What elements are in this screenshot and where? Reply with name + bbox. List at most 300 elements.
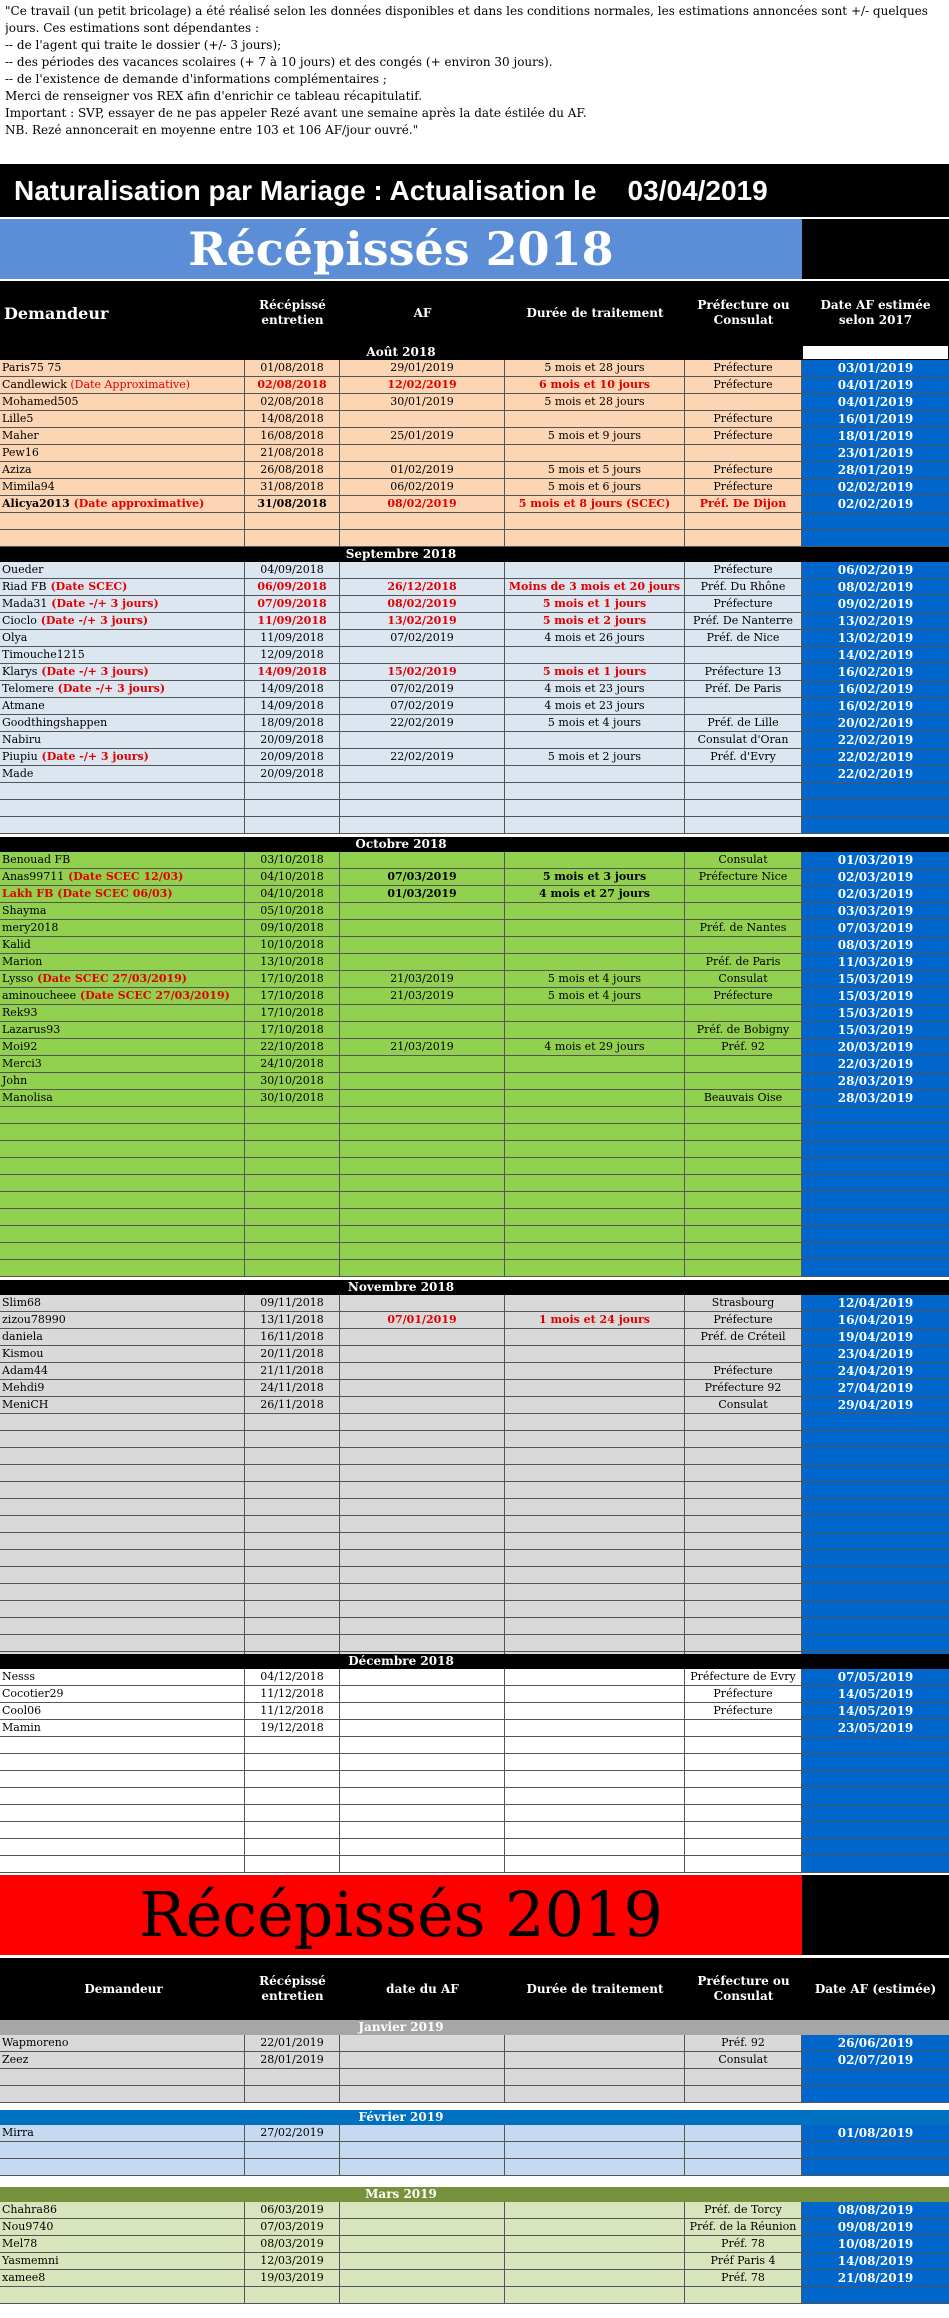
empty-cell (505, 1584, 685, 1601)
empty-cell (685, 1584, 802, 1601)
empty-cell (0, 1465, 245, 1482)
empty-cell (685, 1175, 802, 1192)
empty-cell (802, 1601, 949, 1618)
empty-cell (505, 2159, 685, 2176)
cell-af: 21/03/2019 (340, 971, 505, 988)
cell-demandeur (0, 613, 245, 630)
cell-duree (505, 920, 685, 937)
month-label: Octobre 2018 (0, 837, 802, 852)
cell-recepisse: 27/02/2019 (245, 2125, 340, 2142)
empty-cell (0, 1175, 245, 1192)
empty-cell (685, 1533, 802, 1550)
empty-row (0, 2159, 949, 2176)
cell-af: 08/02/2019 (340, 496, 505, 513)
demandeur-name: Slim68 (2, 1296, 41, 1309)
empty-cell (245, 1822, 340, 1839)
empty-cell (0, 1550, 245, 1567)
empty-cell (0, 1618, 245, 1635)
demandeur-name: Mel78 (2, 2237, 38, 2250)
cell-date-estimee: 23/05/2019 (802, 1720, 949, 1737)
empty-cell (685, 1771, 802, 1788)
empty-cell (245, 1226, 340, 1243)
table-row (0, 2270, 949, 2287)
empty-cell (0, 1243, 245, 1260)
empty-cell (505, 1499, 685, 1516)
cell-af: 21/03/2019 (340, 1039, 505, 1056)
month-label: Mars 2019 (0, 2187, 802, 2202)
cell-prefecture: Préf. de Nice (685, 630, 802, 647)
empty-cell (245, 1158, 340, 1175)
cell-duree: Moins de 3 mois et 20 jours (505, 579, 685, 596)
cell-recepisse: 07/09/2018 (245, 596, 340, 613)
cell-af (340, 2219, 505, 2236)
intro-line: Merci de renseigner vos REX afin d'enrichir ce tableau récapitulatif. (5, 89, 423, 103)
cell-recepisse: 16/11/2018 (245, 1329, 340, 1346)
cell-date-estimee: 08/08/2019 (802, 2202, 949, 2219)
cell-demandeur (0, 1720, 245, 1737)
cell-demandeur (0, 377, 245, 394)
empty-cell (245, 1550, 340, 1567)
empty-row (0, 1141, 949, 1158)
empty-cell (685, 1499, 802, 1516)
cell-prefecture: Préf Paris 4 (685, 2253, 802, 2270)
empty-cell (802, 1822, 949, 1839)
table-row (0, 1090, 949, 1107)
cell-prefecture (685, 1720, 802, 1737)
cell-af: 13/02/2019 (340, 613, 505, 630)
cell-recepisse: 26/11/2018 (245, 1397, 340, 1414)
demandeur-note: (Date -/+ 3 jours) (37, 750, 149, 763)
demandeur-name: John (2, 1074, 28, 1087)
empty-cell (802, 2086, 949, 2103)
cell-prefecture: Préfecture (685, 1686, 802, 1703)
empty-cell (0, 1431, 245, 1448)
demandeur-name: Made (2, 767, 34, 780)
cell-duree: 4 mois et 27 jours (505, 886, 685, 903)
empty-cell (245, 1192, 340, 1209)
empty-cell (245, 2069, 340, 2086)
empty-cell (0, 1533, 245, 1550)
cell-demandeur (0, 1039, 245, 1056)
table-row (0, 869, 949, 886)
cell-prefecture: Préf. 78 (685, 2270, 802, 2287)
month-side (802, 837, 949, 852)
demandeur-name: Maher (2, 429, 39, 442)
empty-cell (245, 1260, 340, 1277)
table-row (0, 715, 949, 732)
table-row (0, 1073, 949, 1090)
empty-cell (0, 1601, 245, 1618)
empty-cell (245, 530, 340, 547)
empty-cell (505, 1192, 685, 1209)
cell-demandeur (0, 647, 245, 664)
empty-cell (802, 1754, 949, 1771)
cell-demandeur (0, 562, 245, 579)
cell-af (340, 1703, 505, 1720)
empty-cell (802, 1124, 949, 1141)
cell-recepisse: 04/12/2018 (245, 1669, 340, 1686)
cell-date-estimee: 16/04/2019 (802, 1312, 949, 1329)
cell-prefecture (685, 2125, 802, 2142)
cell-demandeur (0, 1346, 245, 1363)
empty-cell (685, 1260, 802, 1277)
cell-date-estimee: 07/03/2019 (802, 920, 949, 937)
cell-date-estimee: 15/03/2019 (802, 988, 949, 1005)
empty-row (0, 1737, 949, 1754)
cell-recepisse: 20/09/2018 (245, 749, 340, 766)
empty-cell (505, 1226, 685, 1243)
empty-cell (505, 800, 685, 817)
month-side (802, 1654, 949, 1669)
empty-row (0, 2086, 949, 2103)
empty-cell (685, 1192, 802, 1209)
table-row (0, 596, 949, 613)
demandeur-note: (Date SCEC 27/03/2019) (33, 972, 187, 985)
table-row (0, 360, 949, 377)
demandeur-name: Riad FB (2, 580, 47, 593)
intro-line: Important : SVP, essayer de ne pas appeler Rezé avant une semaine après la date éstilée du AF. (5, 106, 587, 120)
empty-row (0, 817, 949, 834)
table-row (0, 937, 949, 954)
empty-cell (245, 1107, 340, 1124)
cell-demandeur (0, 360, 245, 377)
empty-cell (0, 783, 245, 800)
empty-cell (802, 1465, 949, 1482)
demandeur-name: Paris75 75 (2, 361, 62, 374)
empty-cell (0, 1584, 245, 1601)
month-header (0, 2020, 949, 2035)
cell-duree: 5 mois et 28 jours (505, 394, 685, 411)
cell-recepisse: 08/03/2019 (245, 2236, 340, 2253)
cell-recepisse: 13/11/2018 (245, 1312, 340, 1329)
empty-row (0, 1856, 949, 1873)
cell-duree (505, 1363, 685, 1380)
cell-date-estimee: 16/02/2019 (802, 681, 949, 698)
cell-duree (505, 937, 685, 954)
demandeur-name: Aziza (2, 463, 32, 476)
cell-af (340, 1090, 505, 1107)
cell-demandeur (0, 664, 245, 681)
table-row (0, 1005, 949, 1022)
cell-af (340, 445, 505, 462)
demandeur-name: Marion (2, 955, 43, 968)
cell-demandeur (0, 1073, 245, 1090)
demandeur-name: Wapmoreno (2, 2036, 69, 2049)
cell-af: 30/01/2019 (340, 394, 505, 411)
table-row (0, 1397, 949, 1414)
cell-recepisse: 13/10/2018 (245, 954, 340, 971)
cell-recepisse: 17/10/2018 (245, 971, 340, 988)
empty-cell (0, 1124, 245, 1141)
demandeur-note: (Date -/+ 3 jours) (47, 597, 159, 610)
cell-recepisse: 09/10/2018 (245, 920, 340, 937)
cell-date-estimee: 28/03/2019 (802, 1073, 949, 1090)
cell-prefecture (685, 445, 802, 462)
cell-demandeur (0, 1329, 245, 1346)
cell-date-estimee: 20/03/2019 (802, 1039, 949, 1056)
empty-cell (685, 1737, 802, 1754)
cell-prefecture (685, 1005, 802, 1022)
table-row (0, 428, 949, 445)
cell-duree (505, 852, 685, 869)
demandeur-note: (Date Approximative) (66, 378, 191, 391)
cell-duree (505, 2270, 685, 2287)
empty-cell (340, 1226, 505, 1243)
demandeur-name: Chahra86 (2, 2203, 57, 2216)
cell-recepisse: 07/03/2019 (245, 2219, 340, 2236)
month-header (0, 2110, 949, 2125)
empty-row (0, 1635, 949, 1652)
cell-prefecture: Consulat (685, 2052, 802, 2069)
empty-cell (505, 1635, 685, 1652)
intro-notice (0, 0, 949, 164)
demandeur-name: Moi92 (2, 1040, 38, 1053)
empty-cell (505, 1601, 685, 1618)
empty-cell (505, 1158, 685, 1175)
demandeur-name: Zeez (2, 2053, 29, 2066)
empty-cell (802, 2142, 949, 2159)
cell-recepisse: 12/03/2019 (245, 2253, 340, 2270)
month-label: Décembre 2018 (0, 1654, 802, 1669)
empty-cell (340, 800, 505, 817)
demandeur-name: Mehdi9 (2, 1381, 45, 1394)
empty-cell (802, 1516, 949, 1533)
empty-cell (340, 530, 505, 547)
table-row (0, 630, 949, 647)
empty-cell (0, 1448, 245, 1465)
empty-cell (0, 1737, 245, 1754)
empty-cell (685, 1414, 802, 1431)
cell-date-estimee: 16/02/2019 (802, 664, 949, 681)
empty-cell (245, 1737, 340, 1754)
demandeur-note: (Date approximative) (69, 497, 205, 510)
intro-line: -- de l'agent qui traite le dossier (+/- 3 jours); (5, 38, 282, 52)
cell-demandeur (0, 1703, 245, 1720)
cell-af: 21/03/2019 (340, 988, 505, 1005)
cell-af (340, 2035, 505, 2052)
cell-duree (505, 2219, 685, 2236)
cell-demandeur (0, 2125, 245, 2142)
cell-duree (505, 2236, 685, 2253)
empty-cell (685, 2142, 802, 2159)
header-af: AF (413, 305, 432, 320)
cell-recepisse: 02/08/2018 (245, 377, 340, 394)
empty-row (0, 1107, 949, 1124)
cell-af (340, 1346, 505, 1363)
empty-cell (340, 1107, 505, 1124)
table-row (0, 1346, 949, 1363)
cell-af: 07/01/2019 (340, 1312, 505, 1329)
cell-date-estimee: 22/02/2019 (802, 749, 949, 766)
empty-cell (0, 1805, 245, 1822)
table-row (0, 749, 949, 766)
header-date-estimee: Date AF (estimée) (814, 1981, 937, 1996)
empty-cell (340, 1601, 505, 1618)
empty-cell (245, 1805, 340, 1822)
cell-recepisse: 06/03/2019 (245, 2202, 340, 2219)
cell-date-estimee: 13/02/2019 (802, 613, 949, 630)
demandeur-name: Kalid (2, 938, 31, 951)
empty-cell (340, 1567, 505, 1584)
empty-cell (802, 1448, 949, 1465)
empty-row (0, 1448, 949, 1465)
empty-row (0, 1499, 949, 1516)
header-date-estimee: Date AF estimée selon 2017 (820, 298, 931, 327)
table-row (0, 1686, 949, 1703)
cell-prefecture: Préf. Du Rhône (685, 579, 802, 596)
empty-cell (505, 1839, 685, 1856)
empty-cell (505, 1465, 685, 1482)
demandeur-name: Benouad FB (2, 853, 71, 866)
cell-recepisse: 05/10/2018 (245, 903, 340, 920)
intro-line: -- de l'existence de demande d'informations complémentaires ; (5, 72, 387, 86)
demandeur-name: Cocotier29 (2, 1687, 64, 1700)
cell-af: 07/02/2019 (340, 681, 505, 698)
empty-cell (802, 1243, 949, 1260)
demandeur-note: (Date -/+ 3 jours) (37, 665, 149, 678)
empty-cell (685, 1567, 802, 1584)
empty-cell (505, 1107, 685, 1124)
table-row (0, 462, 949, 479)
cell-date-estimee: 14/05/2019 (802, 1703, 949, 1720)
demandeur-name: Atmane (2, 699, 45, 712)
empty-cell (340, 1175, 505, 1192)
cell-demandeur (0, 2035, 245, 2052)
empty-cell (245, 2159, 340, 2176)
month-section (0, 1654, 949, 1873)
table-row (0, 988, 949, 1005)
cell-duree: 1 mois et 24 jours (505, 1312, 685, 1329)
cell-date-estimee: 28/01/2019 (802, 462, 949, 479)
cell-duree (505, 647, 685, 664)
empty-cell (505, 1856, 685, 1873)
empty-cell (802, 1192, 949, 1209)
empty-cell (340, 1192, 505, 1209)
empty-row (0, 2142, 949, 2159)
empty-cell (340, 1788, 505, 1805)
empty-cell (505, 783, 685, 800)
cell-recepisse: 04/10/2018 (245, 869, 340, 886)
empty-cell (340, 2159, 505, 2176)
table-row (0, 681, 949, 698)
demandeur-name: Kismou (2, 1347, 44, 1360)
cell-prefecture: Préf. De Paris (685, 681, 802, 698)
cell-af (340, 766, 505, 783)
cell-date-estimee: 03/03/2019 (802, 903, 949, 920)
cell-demandeur (0, 445, 245, 462)
header-recepisse: Récépissé entretien (259, 1974, 326, 2003)
empty-cell (685, 1550, 802, 1567)
cell-af (340, 647, 505, 664)
empty-row (0, 1124, 949, 1141)
empty-cell (245, 1175, 340, 1192)
cell-af (340, 1363, 505, 1380)
cell-recepisse: 17/10/2018 (245, 1022, 340, 1039)
cell-recepisse: 19/12/2018 (245, 1720, 340, 1737)
cell-prefecture: Beauvais Oise (685, 1090, 802, 1107)
empty-cell (245, 1209, 340, 1226)
cell-recepisse: 04/09/2018 (245, 562, 340, 579)
empty-row (0, 2287, 949, 2304)
empty-cell (340, 1516, 505, 1533)
cell-recepisse: 06/09/2018 (245, 579, 340, 596)
cell-date-estimee: 23/01/2019 (802, 445, 949, 462)
cell-demandeur (0, 1669, 245, 1686)
cell-duree: 5 mois et 1 jours (505, 664, 685, 681)
empty-cell (505, 1516, 685, 1533)
demandeur-name: Mamin (2, 1721, 41, 1734)
cell-date-estimee: 18/01/2019 (802, 428, 949, 445)
empty-cell (802, 2159, 949, 2176)
empty-cell (245, 1567, 340, 1584)
demandeur-name: zizou78990 (2, 1313, 66, 1326)
cell-duree: 5 mois et 28 jours (505, 360, 685, 377)
cell-date-estimee: 04/01/2019 (802, 377, 949, 394)
cell-recepisse: 11/09/2018 (245, 630, 340, 647)
empty-cell (245, 1771, 340, 1788)
cell-demandeur (0, 1397, 245, 1414)
empty-cell (0, 800, 245, 817)
cell-prefecture: Préfecture (685, 1363, 802, 1380)
cell-af (340, 2202, 505, 2219)
table-row (0, 2236, 949, 2253)
month-side (802, 2187, 949, 2202)
cell-prefecture: Préf. d'Evry (685, 749, 802, 766)
cell-duree (505, 1073, 685, 1090)
empty-cell (505, 530, 685, 547)
cell-duree (505, 954, 685, 971)
empty-cell (340, 1856, 505, 1873)
empty-cell (0, 1635, 245, 1652)
empty-cell (685, 1243, 802, 1260)
empty-row (0, 1788, 949, 1805)
demandeur-name: mery2018 (2, 921, 59, 934)
cell-date-estimee: 24/04/2019 (802, 1363, 949, 1380)
empty-cell (505, 1754, 685, 1771)
empty-cell (685, 1856, 802, 1873)
cell-prefecture: Préf. de Paris (685, 954, 802, 971)
cell-duree: 4 mois et 23 jours (505, 681, 685, 698)
empty-cell (802, 1260, 949, 1277)
demandeur-name: Merci3 (2, 1057, 42, 1070)
cell-duree (505, 1090, 685, 1107)
empty-cell (685, 783, 802, 800)
cell-date-estimee: 21/08/2019 (802, 2270, 949, 2287)
cell-date-estimee: 15/03/2019 (802, 1022, 949, 1039)
table-row (0, 1056, 949, 1073)
month-section (0, 2187, 949, 2304)
cell-recepisse: 24/10/2018 (245, 1056, 340, 1073)
month-label: Août 2018 (0, 345, 802, 360)
cell-demandeur (0, 766, 245, 783)
empty-cell (0, 1516, 245, 1533)
cell-af: 15/02/2019 (340, 664, 505, 681)
empty-cell (685, 1635, 802, 1652)
empty-row (0, 1260, 949, 1277)
cell-recepisse: 11/12/2018 (245, 1703, 340, 1720)
empty-cell (802, 1141, 949, 1158)
demandeur-name: aminoucheee (2, 989, 77, 1002)
cell-af (340, 954, 505, 971)
empty-cell (505, 1448, 685, 1465)
cell-af: 25/01/2019 (340, 428, 505, 445)
month-section (0, 2020, 949, 2103)
cell-prefecture (685, 394, 802, 411)
empty-cell (245, 1754, 340, 1771)
empty-cell (685, 1754, 802, 1771)
empty-cell (245, 513, 340, 530)
cell-recepisse: 20/09/2018 (245, 732, 340, 749)
